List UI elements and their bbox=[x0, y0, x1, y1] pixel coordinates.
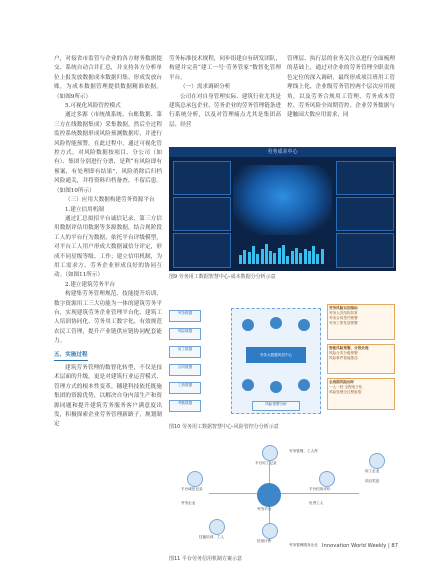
page-footer: Innovation World Weekly | 87 bbox=[322, 543, 398, 549]
subheading: 5.可视化风险管控模式 bbox=[65, 103, 121, 110]
output-box bbox=[327, 344, 395, 374]
output-box-line: 风险事件智能推送 bbox=[329, 356, 358, 360]
dashboard-panel bbox=[336, 197, 394, 231]
diagram-label: 平台诚信记录 bbox=[181, 487, 203, 491]
input-box: 用工数据 bbox=[169, 346, 201, 358]
paragraph: 管理层、执行层的业务关注点进行全面梳理的基础上，通过对企业的劳务管理全职责角色定位的深入调研，最终形成项目班用工管理线上化、企业级劳务管控两个层次应用视角，以及劳务合规用工管理、劳务成本管控、劳务风险全周期管控、企业劳务数据与建触园大数应用需求，同 bbox=[287, 56, 395, 119]
connector-line bbox=[209, 493, 359, 494]
bottom-label: 风险预警分析 bbox=[252, 401, 300, 411]
input-box: 合同数据 bbox=[169, 364, 201, 376]
text-column-2 bbox=[169, 55, 281, 130]
bar-strip bbox=[239, 242, 325, 264]
map-visual bbox=[233, 165, 332, 235]
diagram-label: 劳务企业 bbox=[181, 501, 196, 505]
center-label: 劳务大数据风控中心 bbox=[246, 347, 306, 363]
person-icon bbox=[369, 453, 385, 469]
paragraph: 通过汇总拟招平台诚信记录，第三方信用数据评估用数据等多源数据，结合现阶段工人的平台行为数据，依托平台评级模型，对平台工人用户形成大数据诚信分评定，形成不同星级等级、工作；建立信用机制，为用工需求方、劳务企业形成良好的协同互动。（如图11所示） bbox=[54, 215, 162, 279]
node-icon bbox=[298, 319, 310, 331]
dashboard-bar bbox=[256, 254, 259, 264]
diagram-label: 平台用工记录 bbox=[255, 461, 277, 465]
dashboard-bar bbox=[312, 246, 315, 264]
paragraph: 劳务标准技术规程，同步组建自有研发团队，构建并完善“建工一号·劳务管家”数智化管理平台。 bbox=[169, 56, 281, 81]
dashboard-bar bbox=[252, 246, 255, 264]
dashboard-panel bbox=[336, 161, 394, 195]
output-box-line: 劳务合同签约预警 bbox=[329, 316, 358, 320]
node-icon bbox=[242, 319, 254, 331]
dashboard-bar bbox=[304, 249, 307, 264]
subheading: 1.建立信用机制 bbox=[65, 206, 104, 213]
paragraph: 户，对接省市监管与企业的各方财务数据提交、系统自动合并汇总，并支持各方分析单位上报发放数据成本数据归集、形成发放台账，为成本数据管理提供数据精准依据。（如图9所示） bbox=[54, 56, 162, 100]
node-icon bbox=[242, 379, 254, 391]
text-column-1 bbox=[54, 55, 162, 430]
output-box-title: 智能风险预警、分级处理 bbox=[329, 346, 369, 350]
dashboard-bar bbox=[291, 251, 294, 264]
dashboard-title: 劳务成本中心 bbox=[267, 149, 298, 155]
person-icon bbox=[319, 471, 335, 487]
output-box bbox=[327, 304, 395, 340]
person-icon bbox=[209, 519, 225, 535]
diagram-label: 项目奖惩 bbox=[365, 479, 380, 483]
dashboard-panel bbox=[173, 197, 231, 231]
output-box bbox=[327, 378, 395, 410]
dashboard-bar bbox=[261, 249, 264, 264]
output-box-line: 一人一档 全程电子化 bbox=[329, 385, 363, 389]
figure-10-diagram bbox=[169, 302, 396, 420]
dashboard-bar bbox=[239, 255, 242, 264]
output-box-line: 风险处理全过程留痕 bbox=[329, 390, 362, 394]
figure-11-caption: 图11 平台劳务信用机制方案示意 bbox=[169, 556, 242, 562]
dashboard-bar bbox=[243, 250, 246, 264]
dashboard-bar bbox=[248, 252, 251, 264]
output-box-line: 劳务工资发放预警 bbox=[329, 321, 358, 325]
input-box: 风险数据 bbox=[169, 328, 201, 340]
dashboard-bar bbox=[295, 248, 298, 264]
platform-icon bbox=[257, 483, 281, 507]
text-column-3 bbox=[287, 55, 395, 121]
dashboard-panel bbox=[173, 233, 231, 268]
diagram-label: 优秀工人 bbox=[309, 501, 324, 505]
subheading: 2.建立建筑劳务平台 bbox=[65, 281, 116, 288]
output-box-line: 劳务人员结构异常 bbox=[329, 311, 358, 315]
diagram-label: 用工企业 bbox=[365, 469, 380, 473]
dashboard-panel bbox=[173, 161, 231, 195]
diagram-label: 平台信用评价 bbox=[309, 487, 331, 491]
figure-10-caption: 图10 劳务用工数据智慧中心-风险管控分分析示意 bbox=[169, 424, 279, 430]
dashboard-bar bbox=[286, 256, 289, 264]
subheading: （三）应用大数据构建劳务资源平台 bbox=[65, 197, 155, 204]
diagram-label: 技能培训、工人 bbox=[199, 535, 225, 539]
node-icon bbox=[270, 381, 282, 393]
input-box: 工资数据 bbox=[169, 382, 201, 394]
paragraph: 公司在对自身管理实际、建筑行业尤其是建筑总承包企业、劳务企业的劳务管理链条进行系统分析，以及对管理痛点尤其是集团高层、经营 bbox=[169, 93, 281, 128]
paragraph: 通过多源（市统战系统、台账数据、第三方在线数据集成）采集数据，然后全过程监控系统数据形成风险预测数据库，并进行风险智能预警。在此过程中，通过可视化管控方式，对风险数据按项目、分公司（如有）、集团分别进行分票，是利“有风险即有预案，有处理即有结果”，风险消除后归档风险通关，并将资料归档备查，不留后患。（如图10所示） bbox=[54, 112, 162, 194]
person-icon bbox=[187, 471, 203, 487]
person-icon bbox=[262, 523, 278, 539]
dashboard-bar bbox=[273, 253, 276, 264]
dashboard-bar bbox=[316, 254, 319, 264]
output-box-title: 全周期风险闭环 bbox=[329, 380, 355, 384]
dashboard-bar bbox=[278, 248, 281, 265]
diagram-label: 信用评价 bbox=[257, 539, 272, 543]
diagram-label: 劳务平台 bbox=[257, 507, 272, 511]
figure-9-caption: 图9 劳务用工数据智慧中心-成本数据分分析示意 bbox=[169, 274, 276, 280]
dashboard-bar bbox=[308, 251, 311, 264]
dashboard-panel bbox=[336, 233, 394, 268]
section-heading: 五、实施过程 bbox=[54, 351, 88, 361]
input-box: 考勤数据 bbox=[169, 400, 201, 412]
paragraph: 构建集劳务管理规范、技能提升培训、数字资源用工三大功能为一体的建筑劳务平台，实现建筑劳务企业管理平台化、建筑工人培训协同化、劳务用工数字化、有效规范农民工管理，提升产业链供应链协同配套能力。 bbox=[54, 291, 162, 345]
paragraph: 建筑劳务管理的数智化转型，不仅是技术层面的升级，更是对建筑行业运营模式、管理方式的根本性变革。穗建科技依托既施集团的资源优势，以解决自身内部生产和资源同题和提升建筑劳务服务客户满意度出发，积极探索企业劳务管理新路子，规划制定 bbox=[54, 365, 162, 428]
dashboard-bar bbox=[269, 251, 272, 264]
diagram-label: 劳务管理、工人库 bbox=[289, 449, 318, 453]
input-box: 劳务数据 bbox=[169, 310, 201, 322]
dashboard-bar bbox=[321, 249, 324, 264]
figure-9-dashboard bbox=[169, 147, 396, 271]
subheading: （一）需求调研分析 bbox=[180, 84, 231, 91]
diagram-label: 劳务管理服务企业 bbox=[289, 543, 318, 547]
dashboard-bar bbox=[299, 253, 302, 264]
output-box-line: 风险分类分级预警 bbox=[329, 351, 358, 355]
person-icon bbox=[262, 445, 278, 461]
output-box-title: 劳务风险识别指标 bbox=[329, 306, 358, 310]
node-icon bbox=[270, 317, 282, 329]
dashboard-bar bbox=[282, 245, 285, 264]
dashboard-bar bbox=[265, 244, 268, 264]
risk-center-panel bbox=[231, 308, 321, 414]
node-icon bbox=[298, 379, 310, 391]
figure-11-diagram bbox=[169, 443, 396, 553]
